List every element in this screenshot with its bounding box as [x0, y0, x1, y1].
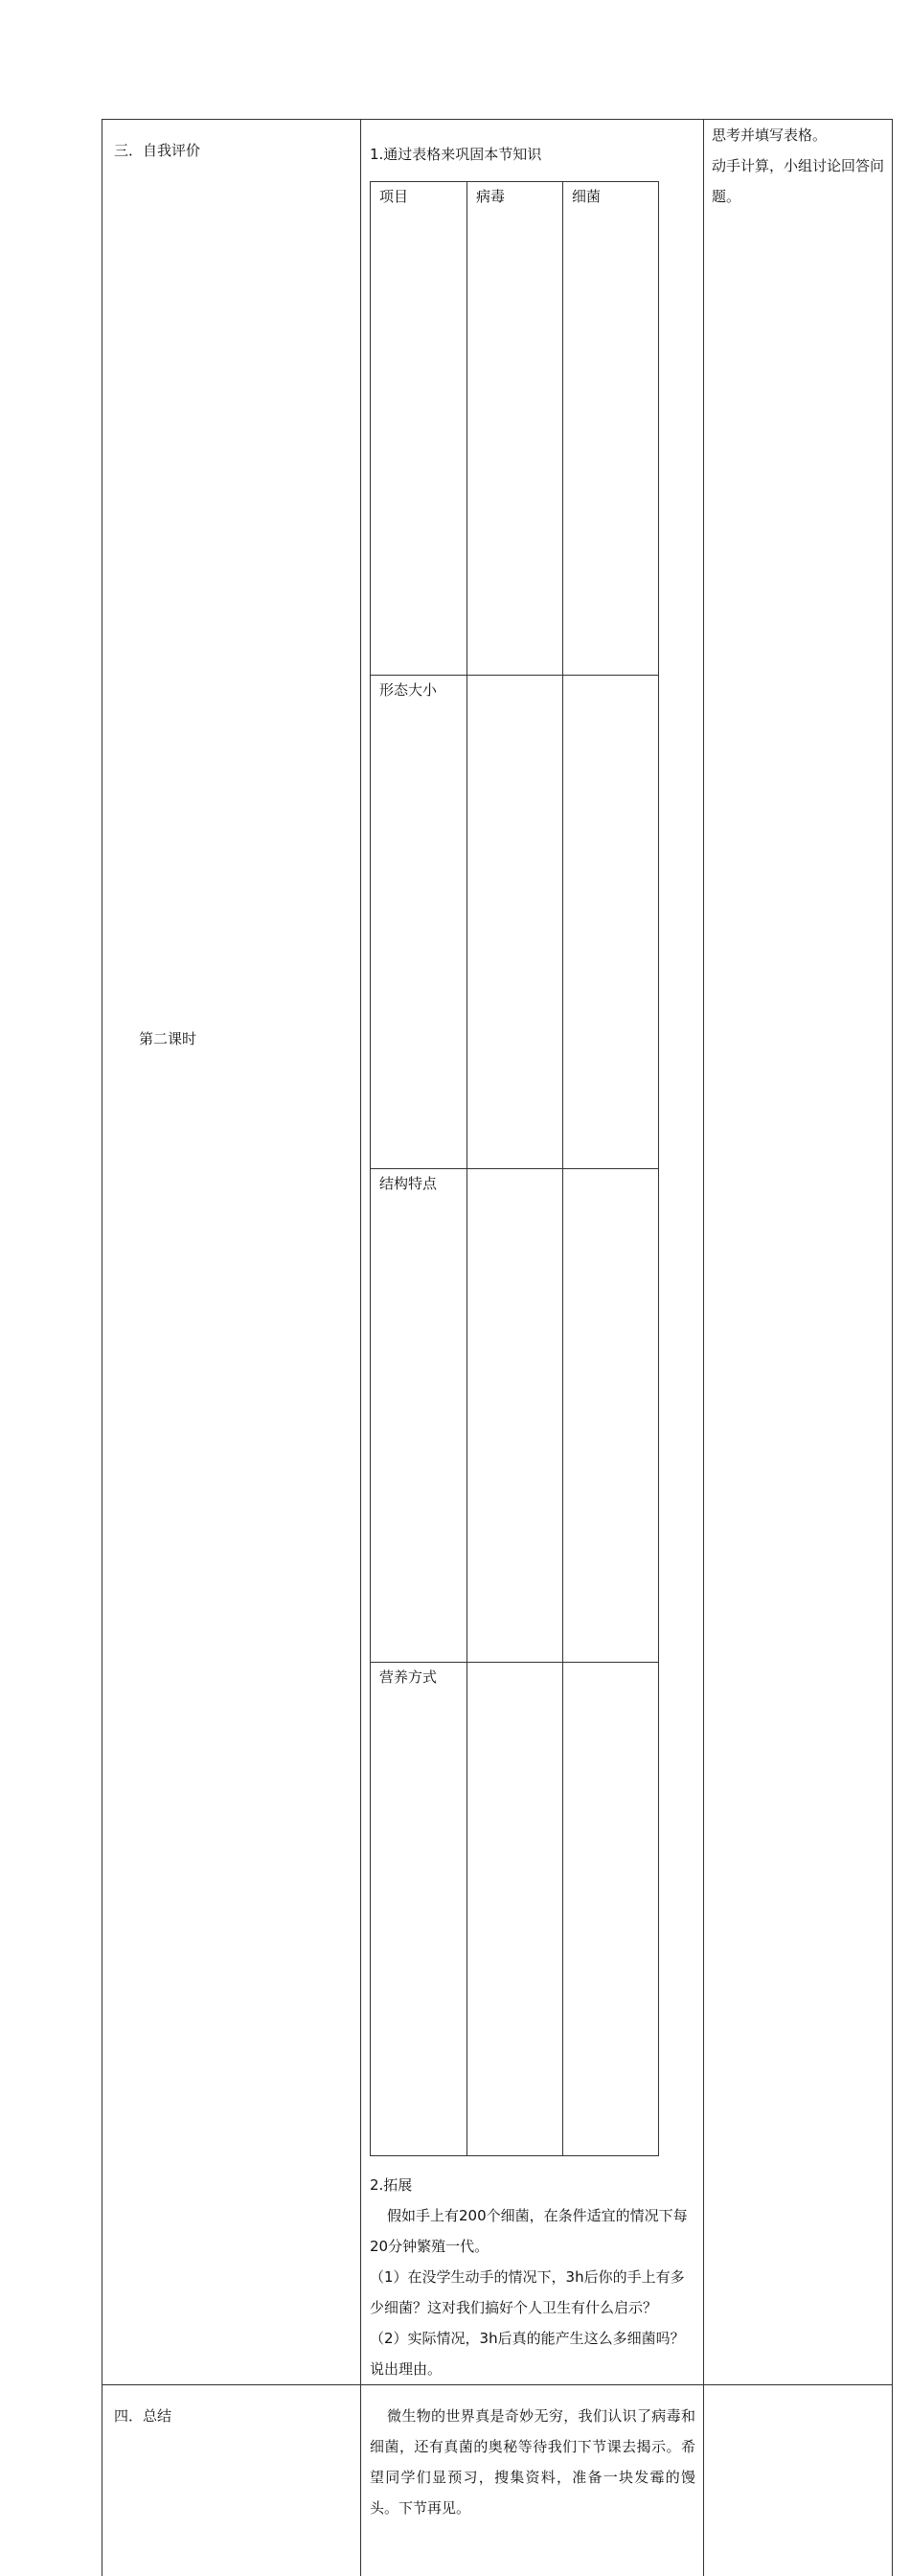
table-header-cell: 病毒 — [467, 182, 563, 676]
table-cell — [563, 676, 659, 1169]
teacher-activity-cell — [361, 2385, 704, 2576]
table-row — [371, 676, 659, 1169]
table-row-label: 营养方式 — [371, 1663, 467, 2156]
section-4-label: 四．总结 — [102, 2385, 360, 2426]
teacher-activity-cell — [361, 120, 704, 2385]
table-cell — [563, 1169, 659, 1663]
student-activity-cell — [704, 120, 893, 2385]
item-1-title: 1.通过表格来巩固本节知识 — [370, 139, 695, 170]
summary-text: 微生物的世界真是奇妙无穷，我们认识了病毒和细菌，还有真菌的奥秘等待我们下节课去揭示。希望同学们显预习，搜集资料，准备一块发霉的馒头。下节再见。 — [361, 2385, 703, 2523]
table-header-row — [371, 182, 659, 676]
table-header-cell: 细菌 — [563, 182, 659, 676]
comparison-table — [370, 181, 659, 2156]
section-label-cell — [102, 2385, 361, 2576]
section-3-label: 三．自我评价 — [102, 120, 360, 160]
table-header-cell: 项目 — [371, 182, 467, 676]
student-activity-2: 动手计算，小组讨论回答问题。 — [712, 150, 884, 212]
student-activity-cell — [704, 2385, 893, 2576]
table-row-label: 结构特点 — [371, 1169, 467, 1663]
lesson-plan-table — [102, 119, 893, 2576]
student-activity-1: 思考并填写表格。 — [712, 120, 884, 150]
section-summary-row — [102, 2385, 893, 2576]
item-2-title: 2.拓展 — [370, 2170, 695, 2200]
section-label-cell — [102, 120, 361, 2385]
item-2-paragraph: 假如手上有200个细菌，在条件适宜的情况下每20分钟繁殖一代。 — [370, 2200, 695, 2262]
question-1: （1）在没学生动手的情况下，3h后你的手上有多少细菌？这对我们搞好个人卫生有什么启示？ — [370, 2262, 695, 2323]
table-row — [371, 1663, 659, 2156]
table-cell — [467, 1169, 563, 1663]
question-2: （2）实际情况，3h后真的能产生这么多细菌吗？说出理由。 — [370, 2323, 695, 2384]
table-row-label: 形态大小 — [371, 676, 467, 1169]
lesson-heading: 第二课时 — [139, 1029, 196, 1048]
table-cell — [467, 1663, 563, 2156]
table-cell — [467, 676, 563, 1169]
table-cell — [563, 1663, 659, 2156]
section-self-evaluation-row — [102, 120, 893, 2385]
table-row — [371, 1169, 659, 1663]
